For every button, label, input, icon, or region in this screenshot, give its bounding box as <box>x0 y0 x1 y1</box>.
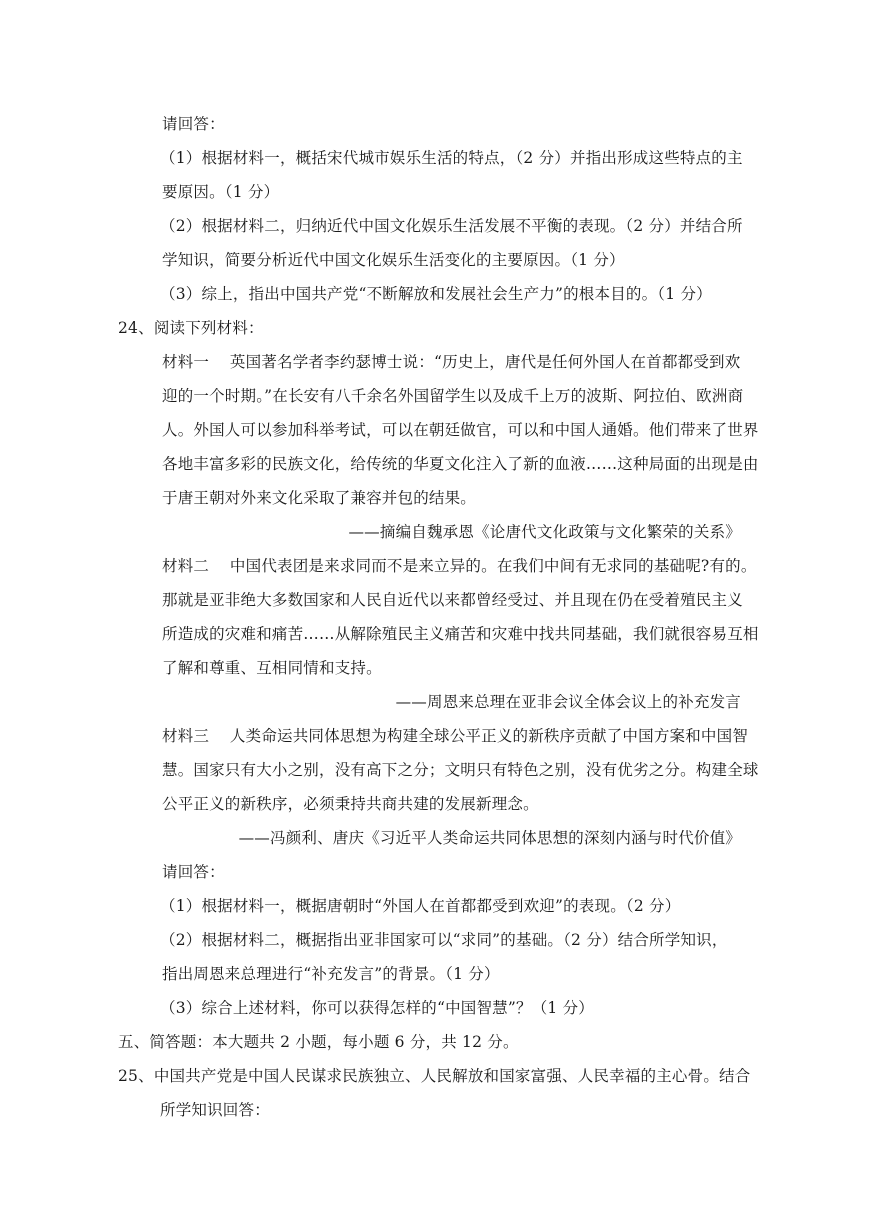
material-3-line: 慧。国家只有大小之别，没有高下之分；文明只有特色之别，没有优劣之分。构建全球 <box>162 761 759 779</box>
q23-subquestion-3: （3）综上，指出中国共产党“不断解放和发展社会生产力”的根本目的。（1 分） <box>160 285 712 303</box>
q24-subquestion-3: （3）综合上述材料，你可以获得怎样的“中国智慧”？（1 分） <box>160 999 595 1017</box>
material-2-line: 那就是亚非绝大多数国家和人民自近代以来都曾经受过、并且现在仍在受着殖民主义 <box>162 591 743 609</box>
q24-heading: 24、阅读下列材料： <box>118 319 264 337</box>
material-1-line: 于唐王朝对外来文化采取了兼容并包的结果。 <box>162 489 477 507</box>
q24-subquestion-1: （1）根据材料一，概据唐朝时“外国人在首都都受到欢迎”的表现。（2 分） <box>160 897 681 915</box>
material-2-source: ——周恩来总理在亚非会议全体会议上的补充发言 <box>395 693 741 711</box>
material-3-line: 材料三 人类命运共同体思想为构建全球公平正义的新秩序贡献了中国方案和中国智 <box>162 727 749 745</box>
material-2-line: 材料二 中国代表团是来求同而不是来立异的。在我们中间有无求同的基础呢?有的。 <box>162 557 757 575</box>
q23-subquestion-1-cont: 要原因。（1 分） <box>162 183 280 201</box>
q23-subquestion-2-cont: 学知识，简要分析近代中国文化娱乐生活变化的主要原因。（1 分） <box>162 251 625 269</box>
material-1-line: 人。外国人可以参加科举考试，可以在朝廷做官，可以和中国人通婚。他们带来了世界 <box>162 421 759 439</box>
q24-subquestion-2: （2）根据材料二，概据指出亚非国家可以“求同”的基础。（2 分）结合所学知识， <box>160 931 728 949</box>
q23-subquestion-2: （2）根据材料二，归纳近代中国文化娱乐生活发展不平衡的表现。（2 分）并结合所 <box>160 217 743 235</box>
material-1-line: 材料一 英国著名学者李约瑟博士说：“历史上，唐代是任何外国人在首都都受到欢 <box>162 353 741 371</box>
material-3-source: ——冯颜利、唐庆《习近平人类命运共同体思想的深刻内涵与时代价值》 <box>238 829 741 847</box>
q25-stem: 25、中国共产党是中国人民谋求民族独立、人民解放和国家富强、人民幸福的主心骨。结合 <box>118 1067 751 1085</box>
material-2-line: 所造成的灾难和痛苦……从解除殖民主义痛苦和灾难中找共同基础，我们就很容易互相 <box>162 625 759 643</box>
q23-prompt: 请回答： <box>162 115 225 133</box>
q24-subquestion-2-cont: 指出周恩来总理进行“补充发言”的背景。（1 分） <box>162 965 500 983</box>
material-1-line: 迎的一个时期。”在长安有八千余名外国留学生以及成千上万的波斯、阿拉伯、欧洲商 <box>162 387 744 405</box>
material-2-line: 了解和尊重、互相同情和支持。 <box>162 659 382 677</box>
q25-stem-cont: 所学知识回答： <box>160 1101 270 1119</box>
material-1-line: 各地丰富多彩的民族文化，给传统的华夏文化注入了新的血液……这种局面的出现是由 <box>162 455 759 473</box>
material-3-line: 公平正义的新秩序，必须秉持共商共建的发展新理念。 <box>162 795 539 813</box>
section-5-heading: 五、简答题：本大题共 2 小题，每小题 6 分，共 12 分。 <box>118 1033 519 1051</box>
material-1-source: ——摘编自魏承恩《论唐代文化政策与文化繁荣的关系》 <box>348 523 741 541</box>
q23-subquestion-1: （1）根据材料一，概括宋代城市娱乐生活的特点，（2 分）并指出形成这些特点的主 <box>160 149 743 167</box>
q24-prompt: 请回答： <box>162 863 225 881</box>
